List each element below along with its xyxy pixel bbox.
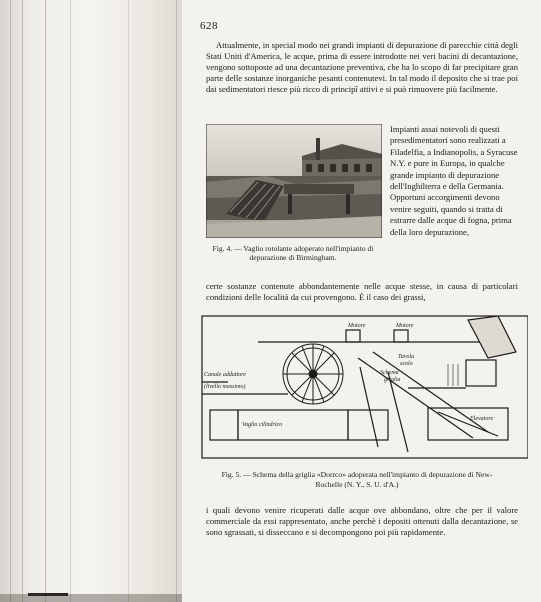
- label-vaglio: Vaglio cilindrico: [242, 422, 283, 428]
- figure-4-caption: Fig. 4. — Vaglio rotolante adoperato nell'impianto di depurazione di Birmingham.: [212, 244, 374, 263]
- book-gutter: [0, 0, 182, 602]
- label-livello: (livello massimo): [204, 384, 246, 390]
- book-page: [182, 0, 541, 602]
- label-canale: Canale adduttore: [204, 372, 246, 378]
- paragraph-ricupero: i quali devono venire ricuperati dalle acque ove abbondano, oltre che per il valore commerciale da essi rappresentato, anche perchè i depositi ottenuti dalla decantazione, se sono sgrassati, si disseccano e si decompongono poi più rapidamente.: [206, 505, 518, 538]
- label-schema: Schema: [380, 370, 399, 376]
- figure-5-caption: Fig. 5. — Schema della griglia «Dorrco» adoperata nell'impianto di depurazione di New-Rochelle (N. Y., S. U. d'A.): [221, 470, 493, 489]
- label-elevatore: Elevatore: [470, 416, 494, 422]
- label-motore-1: Motore: [348, 323, 366, 329]
- paragraph-presedimentatori: Impianti assai notevoli di questi presedimentatori sono realizzati a Filadelfia, a Indianopolis, a Syracuse N.Y. e pure in Europa, in qualche grande impianto di depurazione dell'Inghilterra e della Germania. Opportuni accorgimenti devono venire seguiti, quando si tratta di estrarre dalle acque di fogna, prima della loro depurazione,: [390, 124, 518, 237]
- paragraph-decantazione: Attualmente, in special modo nei grandi impianti di depurazione di parecchie città degli Stati Uniti d'America, le acque, prima di essere introdotte nei veri bacini di decantazione, vengono sottoposte ad una decantazione preventiva, che ha lo scopo di far precipitare gran parte delle sostanze inorganiche pesanti contenutevi. In tal modo il deposito che si trae poi dai sedimentatori riesce più ricco di principî attivi e si può rimuovere più facilmente.: [206, 40, 518, 95]
- paragraph-grassi: certe sostanze contenute abbondantemente nelle acque stesse, in causa di particolari condizioni delle località da cui provengono. È il caso dei grassi,: [206, 281, 518, 303]
- label-motore-2: Motore: [396, 323, 414, 329]
- page-number: 628: [200, 20, 218, 32]
- label-tavola: Tavola: [398, 354, 415, 360]
- figure-4-photo: [206, 124, 382, 238]
- label-scolo: scolo: [400, 361, 413, 367]
- figure-5-diagram: [198, 312, 528, 462]
- label-griglia: griglia: [384, 377, 401, 383]
